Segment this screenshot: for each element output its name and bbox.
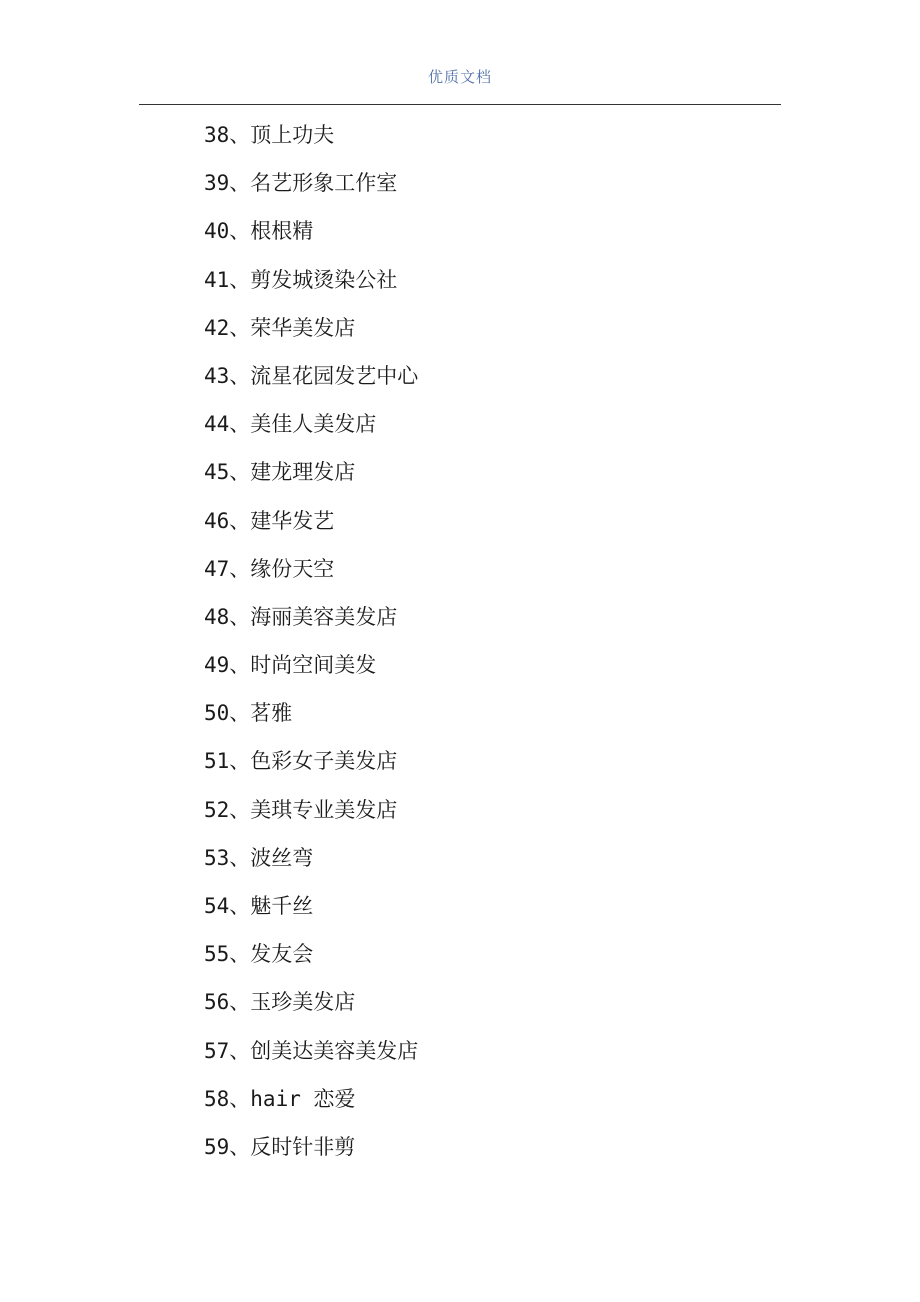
list-item: 43、流星花园发艺中心 — [204, 363, 419, 388]
header-divider — [139, 104, 781, 105]
list-item: 49、时尚空间美发 — [204, 653, 377, 678]
entry-list — [204, 111, 418, 1171]
list-item: 56、玉珍美发店 — [204, 990, 356, 1015]
list-item: 51、色彩女子美发店 — [204, 749, 398, 774]
list-item: 57、创美达美容美发店 — [204, 1038, 419, 1063]
list-item: 38、顶上功夫 — [204, 123, 335, 147]
list-item: 40、根根精 — [204, 219, 314, 244]
list-item: 46、建华发艺 — [204, 508, 335, 533]
list-item: 47、缘份天空 — [204, 556, 335, 581]
list-item: 59、反时针非剪 — [204, 1134, 356, 1159]
list-item: 48、海丽美容美发店 — [204, 604, 398, 629]
list-item: 58、hair 恋爱 — [204, 1086, 356, 1111]
list-item: 41、剪发城烫染公社 — [204, 267, 398, 292]
list-item: 42、荣华美发店 — [204, 315, 356, 340]
list-item: 53、波丝弯 — [204, 845, 314, 870]
list-item: 50、茗雅 — [204, 701, 293, 726]
list-item: 39、名艺形象工作室 — [204, 171, 398, 196]
list-item: 44、美佳人美发店 — [204, 412, 377, 437]
list-item: 54、魅千丝 — [204, 894, 314, 918]
list-item: 52、美琪专业美发店 — [204, 797, 398, 822]
list-item: 55、发友会 — [204, 942, 314, 967]
page-header-title: 优质文档 — [427, 68, 492, 86]
list-item: 45、建龙理发店 — [204, 460, 356, 485]
